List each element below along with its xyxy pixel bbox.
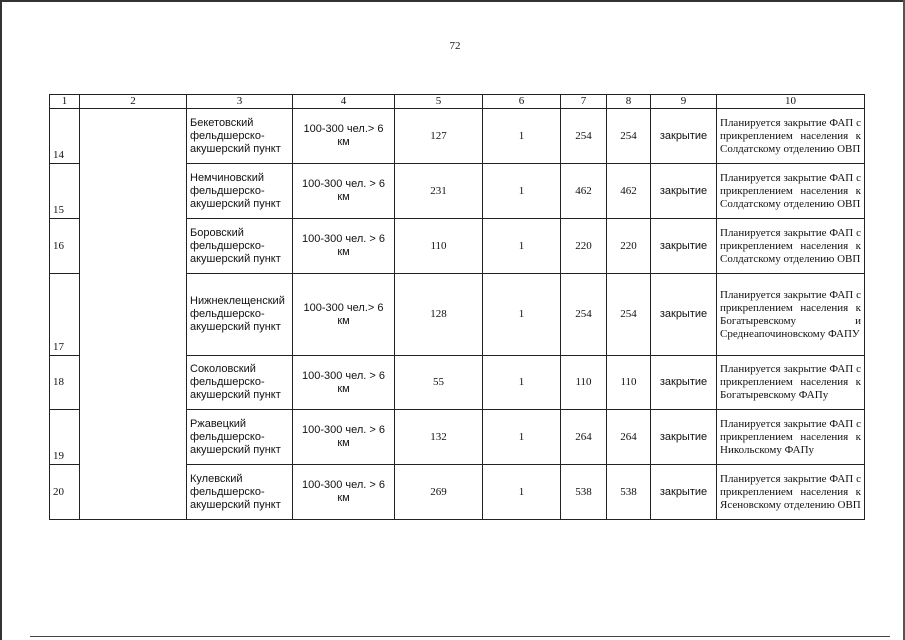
header-cell: 5: [395, 95, 483, 109]
facility-name: Немчиновский фельдшерско-акушерский пункт: [187, 164, 293, 219]
facility-name: Нижнеклещенский фельдшерско-акушерский пункт: [187, 274, 293, 356]
header-cell: 3: [187, 95, 293, 109]
header-cell: 8: [607, 95, 651, 109]
note-cell: Планируется закрытие ФАП с прикреплением населения к Солдатскому отделению ОВП: [717, 164, 865, 219]
value-col6: 1: [483, 410, 561, 465]
value-col6: 1: [483, 164, 561, 219]
population-category: 100-300 чел. > 6 км: [293, 410, 395, 465]
value-col5: 269: [395, 465, 483, 520]
status-cell: закрытие: [651, 465, 717, 520]
facility-name: Кулевский фельдшерско-акушерский пункт: [187, 465, 293, 520]
row-number: 15: [50, 164, 80, 219]
facility-name: Бекетовский фельдшерско-акушерский пункт: [187, 109, 293, 164]
value-col7: 254: [561, 274, 607, 356]
row-number: 14: [50, 109, 80, 164]
row-number: 20: [50, 465, 80, 520]
value-col5: 55: [395, 356, 483, 410]
table-header-row: [50, 95, 865, 109]
value-col6: 1: [483, 356, 561, 410]
population-category: 100-300 чел. > 6 км: [293, 219, 395, 274]
value-col8: 462: [607, 164, 651, 219]
page-frame-left: [0, 0, 2, 640]
header-cell: 10: [717, 95, 865, 109]
value-col5: 128: [395, 274, 483, 356]
population-category: 100-300 чел. > 6 км: [293, 356, 395, 410]
value-col8: 254: [607, 109, 651, 164]
header-cell: 2: [80, 95, 187, 109]
header-cell: 7: [561, 95, 607, 109]
row-number: 16: [50, 219, 80, 274]
header-cell: 6: [483, 95, 561, 109]
page-frame-top: [0, 0, 905, 2]
population-category: 100-300 чел.> 6 км: [293, 109, 395, 164]
facility-name: Соколовский фельдшерско-акушерский пункт: [187, 356, 293, 410]
note-cell: Планируется закрытие ФАП с прикреплением населения к Солдатскому отделению ОВП: [717, 219, 865, 274]
population-category: 100-300 чел. > 6 км: [293, 164, 395, 219]
note-cell: Планируется закрытие ФАП с прикреплением населения к Солдатскому отделению ОВП: [717, 109, 865, 164]
page-frame-bottom: [30, 636, 890, 637]
value-col8: 254: [607, 274, 651, 356]
value-col7: 110: [561, 356, 607, 410]
status-cell: закрытие: [651, 274, 717, 356]
row-number: 17: [50, 274, 80, 356]
note-cell: Планируется закрытие ФАП с прикреплением населения к Никольскому ФАПу: [717, 410, 865, 465]
value-col6: 1: [483, 465, 561, 520]
value-col7: 538: [561, 465, 607, 520]
facility-name: Боровский фельдшерско-акушерский пункт: [187, 219, 293, 274]
value-col6: 1: [483, 274, 561, 356]
note-cell: Планируется закрытие ФАП с прикреплением населения к Богатыревскому и Среднеапочиновскому ФАПУ: [717, 274, 865, 356]
value-col5: 127: [395, 109, 483, 164]
row-number: 19: [50, 410, 80, 465]
value-col7: 254: [561, 109, 607, 164]
status-cell: закрытие: [651, 109, 717, 164]
status-cell: закрытие: [651, 410, 717, 465]
value-col7: 264: [561, 410, 607, 465]
value-col5: 132: [395, 410, 483, 465]
value-col7: 220: [561, 219, 607, 274]
value-col6: 1: [483, 109, 561, 164]
value-col5: 231: [395, 164, 483, 219]
note-cell: Планируется закрытие ФАП с прикреплением населения к Ясеновскому отделению ОВП: [717, 465, 865, 520]
data-table: [49, 94, 865, 520]
row-number: 18: [50, 356, 80, 410]
facility-name: Ржавецкий фельдшерско-акушерский пункт: [187, 410, 293, 465]
region-cell-empty: [80, 109, 187, 520]
population-category: 100-300 чел.> 6 км: [293, 274, 395, 356]
status-cell: закрытие: [651, 164, 717, 219]
value-col8: 220: [607, 219, 651, 274]
page-number: 72: [449, 40, 461, 52]
value-col5: 110: [395, 219, 483, 274]
status-cell: закрытие: [651, 219, 717, 274]
value-col7: 462: [561, 164, 607, 219]
header-cell: 9: [651, 95, 717, 109]
note-cell: Планируется закрытие ФАП с прикреплением населения к Богатыревскому ФАПу: [717, 356, 865, 410]
table-row: [50, 109, 865, 164]
population-category: 100-300 чел. > 6 км: [293, 465, 395, 520]
value-col8: 110: [607, 356, 651, 410]
header-cell: 4: [293, 95, 395, 109]
value-col6: 1: [483, 219, 561, 274]
status-cell: закрытие: [651, 356, 717, 410]
value-col8: 538: [607, 465, 651, 520]
header-cell: 1: [50, 95, 80, 109]
value-col8: 264: [607, 410, 651, 465]
